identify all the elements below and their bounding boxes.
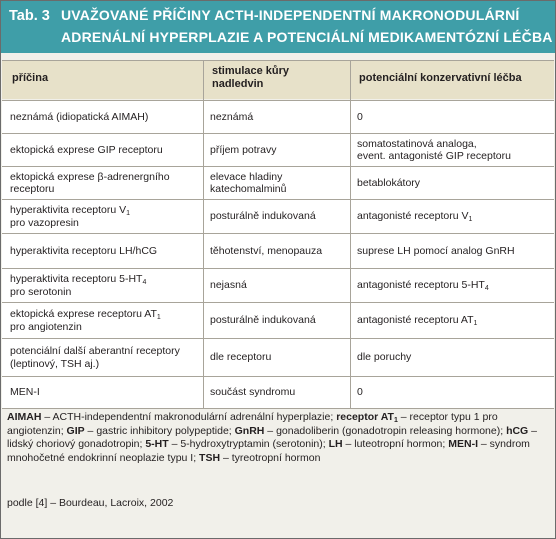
table-cell-cause: ektopická exprese β-adrenergního receptoru <box>10 170 170 195</box>
table-cell-treatment: somatostatinová analoga, event. antagonisté GIP receptoru <box>357 137 511 162</box>
table-cell-treatment: betablokátory <box>357 176 421 189</box>
table-cell-cause: hyperaktivita receptoru $5-HT_4$ pro serotonin <box>10 273 147 298</box>
abbr-gip: GIP <box>66 424 85 437</box>
table-cell-stimulation: neznámá <box>210 110 254 123</box>
column-header-cause: příčina <box>12 72 49 84</box>
abbr-men-def: – syndrom mnohočetné endokrinní neoplazie typu I; <box>7 438 530 464</box>
table-cell-cause: ektopická exprese GIP receptoru <box>10 143 163 156</box>
abbr-aimah: AIMAH <box>7 411 42 423</box>
table-cell-stimulation: dle receptoru <box>210 351 272 364</box>
abbr-aimah-def: – ACTH-independentní makronodulární adrenální hyperplazie; <box>41 411 337 423</box>
abbr-hcg-def: – lidský choriový gonadotropin; <box>7 424 537 450</box>
table-cell-stimulation: těhotenství, menopauza <box>210 244 323 257</box>
table-footnotes <box>7 411 547 465</box>
table-cell-stimulation: posturálně indukovaná <box>210 210 316 223</box>
table-cell-treatment: 0 <box>357 386 363 399</box>
table-cell-treatment: suprese LH pomocí analog GnRH <box>357 244 515 257</box>
table-cell-stimulation: součást syndromu <box>210 386 296 399</box>
table-title-line-2: ADRENÁLNÍ HYPERPLAZIE A POTENCIÁLNÍ MEDIKAMENTÓZNÍ LÉČBA <box>61 29 553 45</box>
table-cell-treatment: antagonisté receptoru $V_1$ <box>357 210 473 224</box>
table-cell-treatment: antagonisté receptoru $AT_1$ <box>357 314 478 328</box>
table-cell-treatment: dle poruchy <box>357 351 412 364</box>
table-cell-stimulation: posturálně indukovaná <box>210 314 316 327</box>
abbr-gip-def: – gastric inhibitory polypeptide; <box>84 424 235 437</box>
table-cell-stimulation: elevace hladiny katechomalminů <box>210 170 287 195</box>
table-cell-cause: hyperaktivita receptoru $V_1$ pro vazopresin <box>10 204 131 229</box>
abbr-tsh: TSH <box>199 451 221 464</box>
table-cell-treatment: 0 <box>357 110 363 123</box>
table-cell-cause: ektopická exprese receptoru $AT_1$ pro angiotenzin <box>10 308 161 333</box>
table-number: Tab. 3 <box>9 8 50 24</box>
abbr-gnrh-def: – gonadoliberin (gonadotropin releasing hormone); <box>264 424 507 437</box>
table-cell-cause: neznámá (idiopatická AIMAH) <box>10 110 149 123</box>
abbr-men: MEN-I <box>448 438 478 450</box>
abbr-gnrh: GnRH <box>234 424 265 437</box>
abbr-lh-def: – luteotropní hormon; <box>342 438 449 450</box>
table-cell-cause: MEN-I <box>10 386 40 399</box>
abbr-at1-def: – receptor typu 1 pro angiotenzin; <box>7 411 498 437</box>
table-title-line-1: UVAŽOVANÉ PŘÍČINY ACTH-INDEPENDENTNÍ MAKRONODULÁRNÍ <box>61 7 520 23</box>
abbr-tsh-def: – tyreotropní hormon <box>220 451 321 464</box>
column-header-treatment: potenciální konzervativní léčba <box>359 72 522 84</box>
source-citation: podle [4] – Bourdeau, Lacroix, 2002 <box>7 497 174 509</box>
table-cell-stimulation: nejasná <box>210 279 247 292</box>
column-header-stimulation-line: nadledvin <box>212 78 264 90</box>
abbr-hcg: hCG <box>506 424 529 437</box>
abbr-5ht: 5-HT <box>145 438 169 450</box>
column-header-stimulation-line: stimulace kůry <box>212 65 290 77</box>
table-cell-cause: hyperaktivita receptoru LH/hCG <box>10 244 158 257</box>
table-cell-treatment: antagonisté receptoru $5-HT_4$ <box>357 279 489 293</box>
abbr-lh: LH <box>328 438 343 450</box>
table-cell-stimulation: příjem potravy <box>210 143 277 156</box>
table-cell-cause: potenciální další aberantní receptory (leptinový, TSH aj.) <box>10 345 180 370</box>
abbr-5ht-def: – 5-hydroxytryptamin (serotonin); <box>168 438 329 450</box>
abbr-at1: receptor $AT_1$ <box>336 411 398 424</box>
